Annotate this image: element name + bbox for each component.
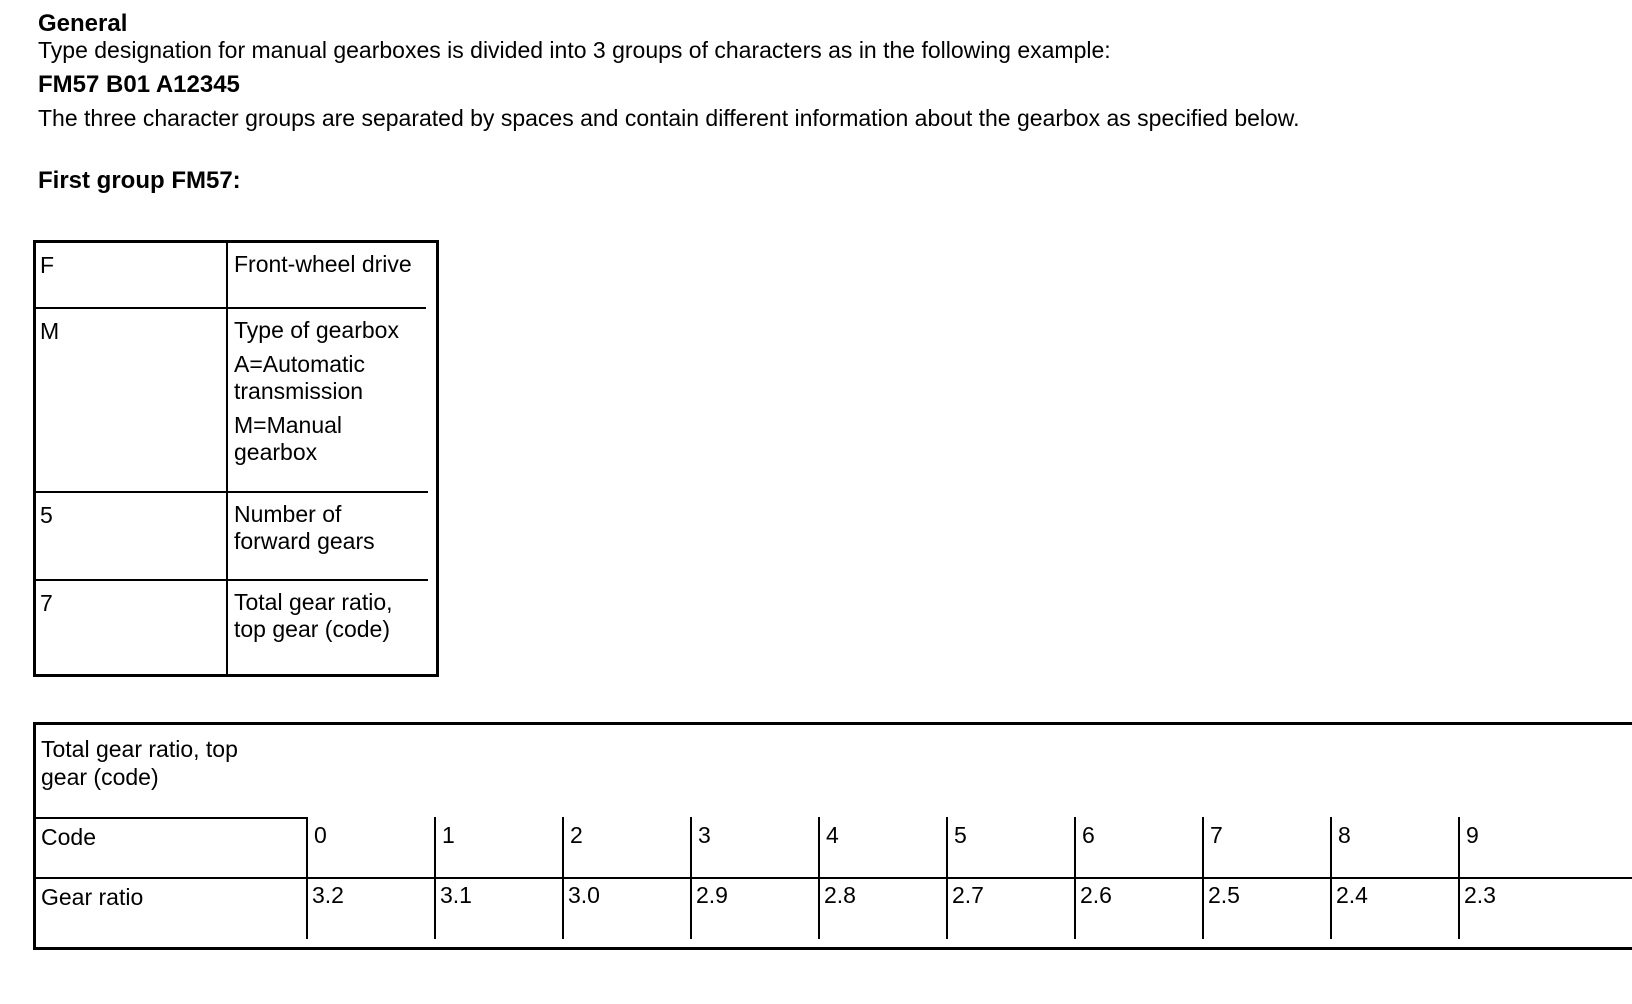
row-description-line: gearbox (234, 439, 318, 465)
table-row (36, 581, 436, 674)
gear-ratio-cell: 3.0 (568, 882, 600, 908)
ratio-table-title-line: Total gear ratio, top (41, 736, 238, 762)
column-divider (562, 817, 564, 939)
column-divider (1458, 817, 1460, 939)
row-code: F (40, 252, 55, 278)
column-divider (818, 817, 820, 939)
ratio-table-title-line: gear (code) (41, 764, 159, 790)
column-divider (946, 817, 948, 939)
row-description-line: A=Automatic (234, 351, 366, 377)
row-description (234, 317, 434, 466)
gear-ratio-cell: 2.8 (824, 882, 856, 908)
code-label-top-border (36, 817, 308, 819)
code-cell: 7 (1210, 822, 1223, 848)
gear-ratio-cell: 2.4 (1336, 882, 1368, 908)
row-code: 5 (40, 502, 53, 528)
intro-text: Type designation for manual gearboxes is divided into 3 groups of characters as in the following example: (38, 37, 1111, 63)
column-divider (434, 817, 436, 939)
code-row-label: Code (41, 824, 96, 850)
row-description-line: M=Manual (234, 412, 343, 438)
row-description (234, 501, 434, 555)
row-description-line: Type of gearbox (234, 317, 399, 343)
row-description-line: Total gear ratio, (234, 589, 393, 615)
code-cell: 0 (314, 822, 327, 848)
gear-ratio-table (33, 722, 1632, 950)
column-divider (1330, 817, 1332, 939)
gear-ratio-cell: 3.2 (312, 882, 344, 908)
code-cell: 5 (954, 822, 967, 848)
first-group-heading: First group FM57: (38, 167, 241, 194)
gear-ratio-row-label: Gear ratio (41, 884, 144, 910)
gear-ratio-cell: 2.9 (696, 882, 728, 908)
gear-ratio-cell: 2.3 (1464, 882, 1496, 908)
column-divider (306, 817, 308, 939)
table-row (36, 243, 436, 307)
code-cell: 3 (698, 822, 711, 848)
example-designation: FM57 B01 A12345 (38, 71, 240, 98)
row-description-line: Number of (234, 501, 342, 527)
code-cell: 2 (570, 822, 583, 848)
code-cell: 6 (1082, 822, 1095, 848)
table-row (36, 493, 436, 579)
gear-ratio-cell: 2.5 (1208, 882, 1240, 908)
gear-ratio-cell: 2.7 (952, 882, 984, 908)
column-divider (1202, 817, 1204, 939)
row-description-line: forward gears (234, 528, 375, 554)
table-row (36, 309, 436, 491)
row-description-line: top gear (code) (234, 616, 390, 642)
column-divider (1074, 817, 1076, 939)
row-code: 7 (40, 590, 53, 616)
gear-ratio-cell: 3.1 (440, 882, 472, 908)
explanation-text: The three character groups are separated by spaces and contain different information about the gearbox as specified below. (38, 105, 1300, 131)
code-cell: 8 (1338, 822, 1351, 848)
row-description-line: transmission (234, 378, 364, 404)
row-divider (36, 877, 1632, 879)
code-cell: 4 (826, 822, 839, 848)
row-description-line: Front-wheel drive (234, 251, 412, 277)
general-heading: General (38, 10, 128, 37)
row-description (234, 589, 434, 643)
gear-ratio-cell: 2.6 (1080, 882, 1112, 908)
row-code: M (40, 318, 60, 344)
column-divider (690, 817, 692, 939)
first-group-table (33, 240, 439, 677)
row-description (234, 251, 434, 278)
ratio-table-title (41, 735, 301, 791)
code-cell: 9 (1466, 822, 1479, 848)
code-cell: 1 (442, 822, 455, 848)
